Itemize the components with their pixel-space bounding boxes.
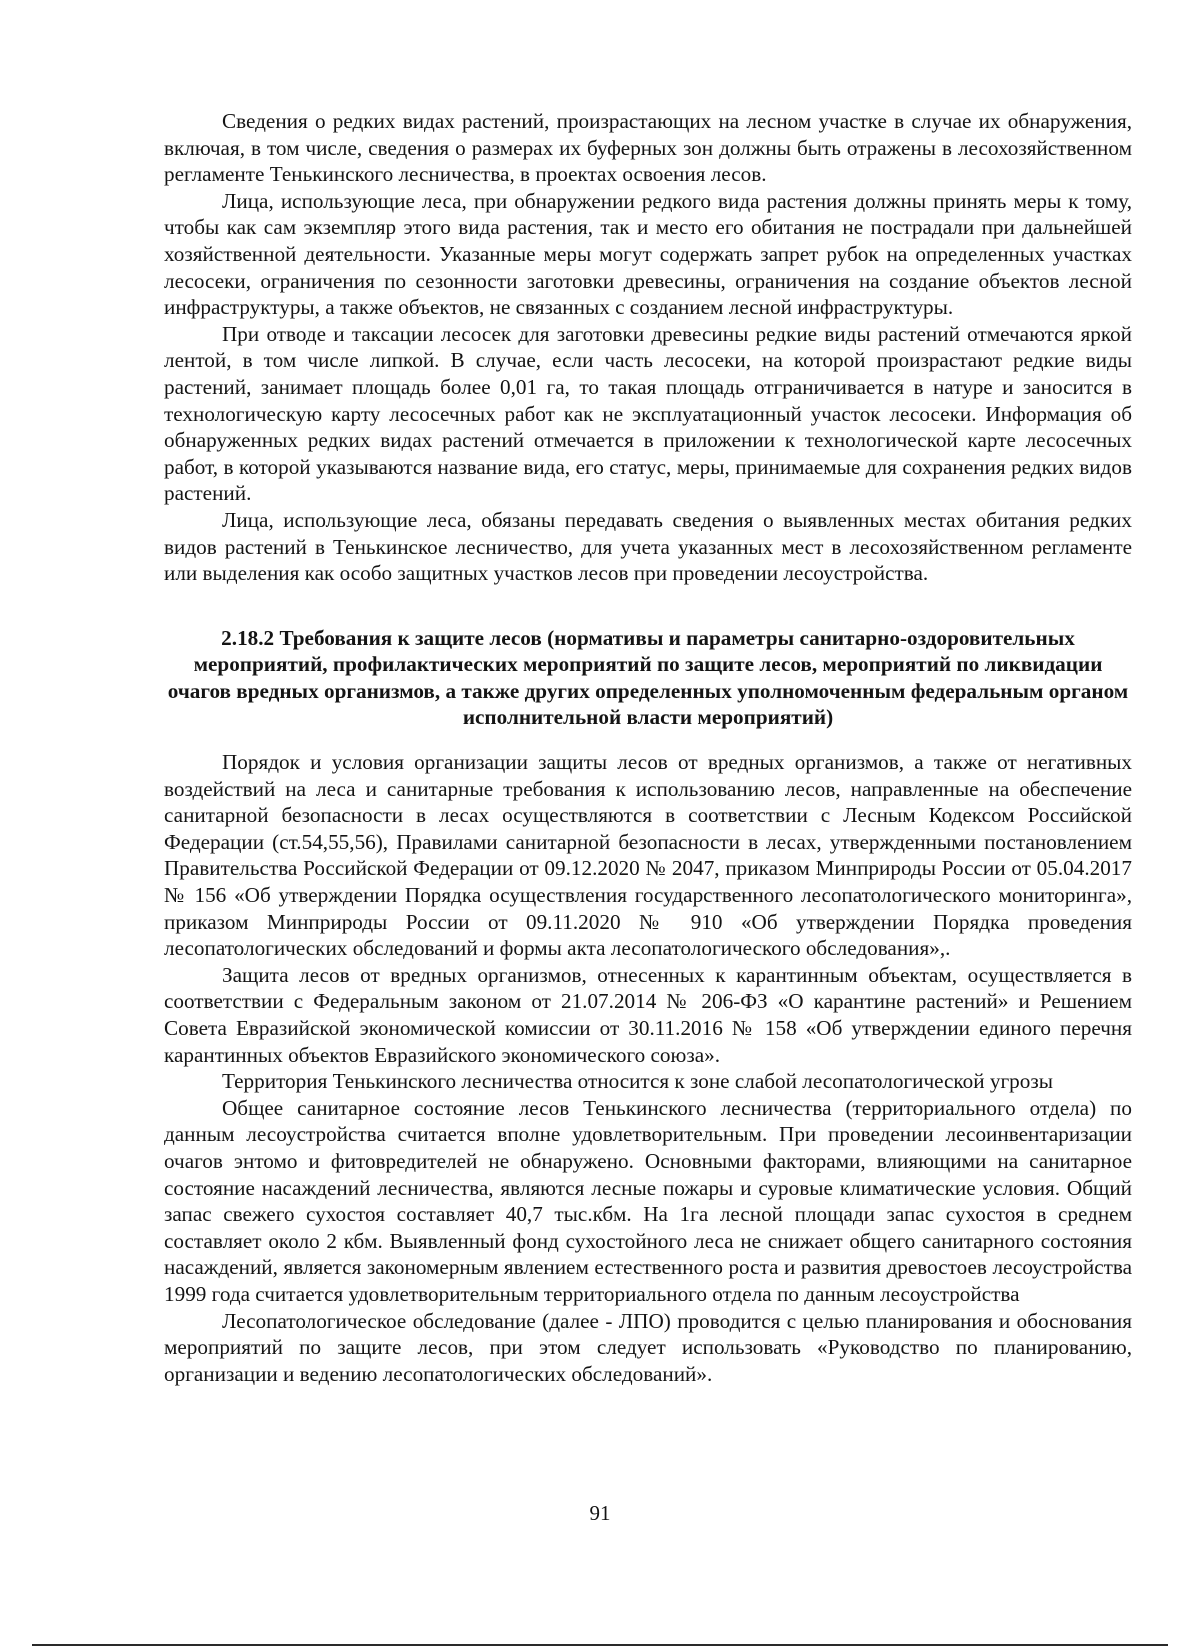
paragraph-threat-zone: Территория Тенькинского лесничества относится к зоне слабой лесопатологической угрозы — [222, 1069, 1053, 1094]
bottom-divider — [32, 1644, 1168, 1646]
page-number: 91 — [589, 1501, 611, 1525]
paragraph-rare-plants-info: Сведения о редких видах растений, произрастающих на лесном участке в случае их обнаружения, включая, в том числе, сведения о размерах их буферных зон должны быть отражены в лесохозяйственном регламенте Тенькинского лесничества, в проектах освоения лесов. — [164, 109, 1132, 187]
section-heading: 2.18.2 Требования к защите лесов (нормативы и параметры санитарно-оздоровительных мероприятий, профилактических мероприятий по защите лесов, мероприятий по ликвидации очагов вредных организмов, а также других определенных уполномоченным федеральным органом исполнительной власти мероприятий) — [167, 625, 1129, 730]
paragraph-quarantine-protection: Защита лесов от вредных организмов, отнесенных к карантинным объектам, осуществляется в соответствии с Федеральным законом от 21.07.2014 № 206-ФЗ «О карантине растений» и Решением Совета Евразийской экономической комиссии от 30.11.2016 № 158 «Об утверждении единого перечня карантинных объектов Евразийского экономического союза». — [164, 962, 1132, 1067]
paragraph-protection-procedure: Порядок и условия организации защиты лесов от вредных организмов, а также от негативных воздействий на леса и санитарные требования к использованию лесов, направленные на обеспечение санитарной безопасности в лесах осуществляются в соответствии с Лесным Кодексом Российской Федерации (ст.54,55,56), Правилами санитарной безопасности в лесах, утвержденными постановлением Правительства Российской Федерации от 09.12.2020 № 2047, приказом Минприроды России от 05.04.2017 № 156 «Об утверждении Порядка осуществления государственного лесопатологического мониторинга», приказом Минприроды России от 09.11.2020 № 910 «Об утверждении Порядка проведения лесопатологических обследований и формы акта лесопатологического обследования»,. — [164, 750, 1132, 961]
paragraph-forest-users-measures: Лица, использующие леса, при обнаружении редкого вида растения должны принять меры к тому, чтобы как сам экземпляр этого вида растения, так и место его обитания не пострадали при дальнейшей хозяйственной деятельности. Указанные меры могут содержать запрет рубок на определенных участках лесосеки, ограничения по сезонности заготовки древесины, ограничения на создание объектов лесной инфраструктуры, а также объектов, не связанных с созданием лесной инфраструктуры. — [164, 188, 1132, 320]
paragraph-sanitary-state: Общее санитарное состояние лесов Тенькинского лесничества (территориального отдела) по данным лесоустройства считается вполне удовлетворительным. При проведении лесоинвентаризации очагов энтомо и фитовредителей не обнаружено. Основными факторами, влияющими на санитарное состояние насаждений лесничества, являются лесные пожары и суровые климатические условия. Общий запас свежего сухостоя составляет 40,7 тыс.кбм. На 1га лесной площади запас сухостоя в среднем составляет около 2 кбм. Выявленный фонд сухостойного леса не снижает общего санитарного состояния насаждений, является закономерным явлением естественного роста и развития древостоев лесоустройства 1999 года считается удовлетворительным территориального отдела по данным лесоустройства — [164, 1095, 1132, 1306]
document-page — [164, 108, 1132, 1387]
paragraph-cutting-area-marking: При отводе и таксации лесосек для заготовки древесины редкие виды растений отмечаются яркой лентой, в том числе липкой. В случае, если часть лесосеки, на которой произрастают редкие виды растений, занимает площадь более 0,01 га, то такая площадь отграничивается в натуре и заносится в технологическую карту лесосечных работ как не эксплуатационный участок лесосеки. Информация об обнаруженных редких видах растений отмечается в приложении к технологической карте лесосечных работ, в которой указываются название вида, его статус, меры, принимаемые для сохранения редких видов растений. — [164, 321, 1132, 506]
paragraph-reporting-obligation: Лица, использующие леса, обязаны передавать сведения о выявленных местах обитания редких видов растений в Тенькинское лесничество, для учета указанных мест в лесохозяйственном регламенте или выделения как особо защитных участков лесов при проведении лесоустройства. — [164, 507, 1132, 586]
paragraph-forest-pathology-survey: Лесопатологическое обследование (далее - ЛПО) проводится с целью планирования и обоснования мероприятий по защите лесов, при этом следует использовать «Руководство по планированию, организации и ведению лесопатологических обследований». — [164, 1308, 1132, 1386]
